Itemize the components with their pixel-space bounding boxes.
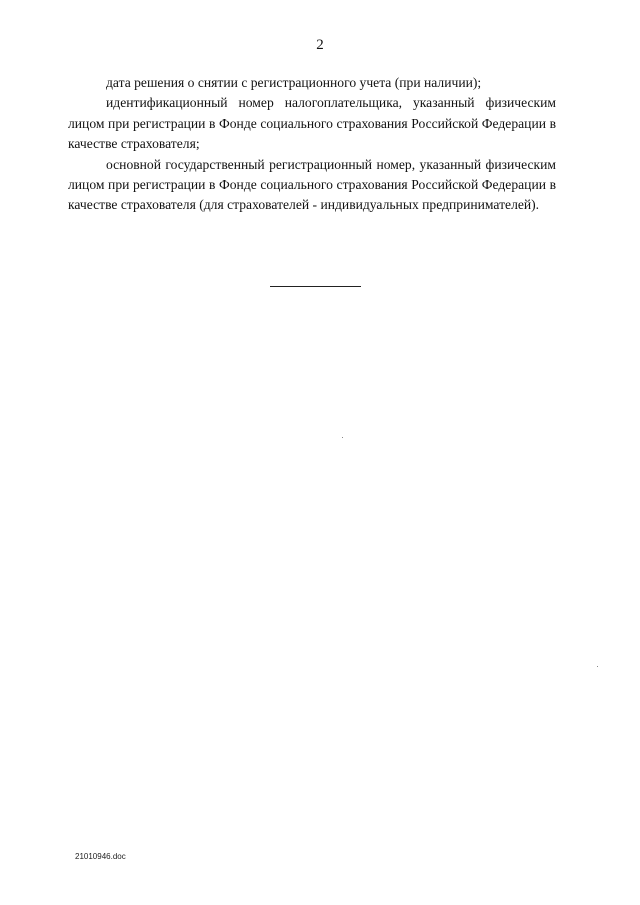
end-of-text-rule	[270, 286, 361, 287]
paragraph-state-registration-number: основной государственный регистрационный номер, указанный физическим лицом при регистрации в Фонде социального страхования Российской Федерации в качестве страхователя (для страхователей - индивидуальных предпринимателей).	[68, 156, 556, 213]
paragraph-taxpayer-id: идентификационный номер налогоплательщика, указанный физическим лицом при регистрации в Фонде социального страхования Российской Федерации в качестве страхователя;	[68, 95, 556, 152]
body-text	[68, 73, 556, 216]
paragraph-deregistration-date: дата решения о снятии с регистрационного учета (при наличии);	[106, 75, 482, 90]
scan-speck	[342, 437, 343, 438]
footer-filename: 21010946.doc	[75, 852, 126, 861]
page-number: 2	[316, 37, 324, 53]
scan-speck	[597, 666, 598, 667]
